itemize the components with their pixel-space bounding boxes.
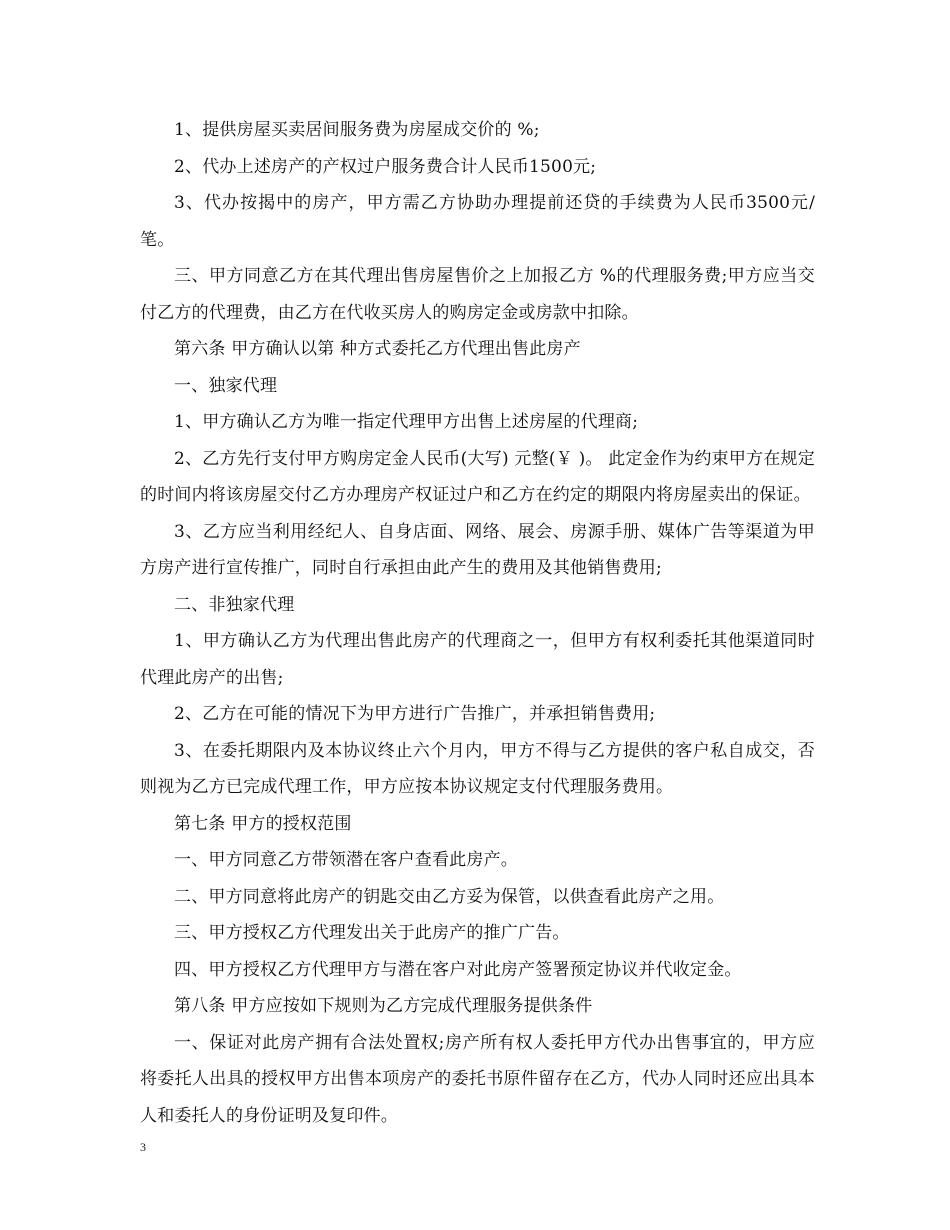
article-7-heading: 第七条 甲方的授权范围 bbox=[174, 813, 352, 834]
section-non-exclusive-agency: 二、非独家代理 bbox=[174, 594, 295, 615]
article-8-heading: 第八条 甲方应按如下规则为乙方完成代理服务提供条件 bbox=[174, 996, 593, 1016]
paragraph-12: 2、乙方在可能的情况下为甲方进行广告推广，并承担销售费用; bbox=[174, 704, 656, 724]
paragraph-1: 1、提供房屋买卖居间服务费为房屋成交价的 %; bbox=[174, 120, 540, 140]
page-number: 3 bbox=[140, 1140, 146, 1154]
paragraph-17: 三、甲方授权乙方代理发出关于此房产的推广广告。 bbox=[174, 923, 570, 943]
paragraph-20: 一、保证对此房产拥有合法处置权;房产所有权人委托甲方代办出售事宜的，甲方应将委托人出具的授权甲方出售本项房产的委托书原件留存在乙方，代办人同时还应出具本人和委托人的身份证明及复印件。 bbox=[140, 1032, 815, 1126]
paragraph-9: 3、乙方应当利用经纪人、自身店面、网络、展会、房源手册、媒体广告等渠道为甲方房产进行宣传推广，同时自行承担由此产生的费用及其他销售费用; bbox=[140, 521, 815, 578]
paragraph-15: 一、甲方同意乙方带领潜在客户查看此房产。 bbox=[174, 850, 518, 870]
paragraph-8: 2、乙方先行支付甲方购房定金人民币(大写) 元整(￥ )。 此定金作为约束甲方在规定的时间内将该房屋交付乙方办理房产权证过户和乙方在约定的期限内将房屋卖出的保证。 bbox=[140, 448, 815, 505]
section-exclusive-agency: 一、独家代理 bbox=[174, 375, 278, 396]
article-6-heading: 第六条 甲方确认以第 种方式委托乙方代理出售此房产 bbox=[174, 339, 581, 359]
paragraph-16: 二、甲方同意将此房产的钥匙交由乙方妥为保管，以供查看此房产之用。 bbox=[174, 886, 725, 907]
paragraph-7: 1、甲方确认乙方为唯一指定代理甲方出售上述房屋的代理商; bbox=[174, 412, 639, 432]
paragraph-3: 3、代办按揭中的房产，甲方需乙方协助办理提前还贷的手续费为人民币3500元/笔。 bbox=[140, 193, 815, 250]
document-body bbox=[140, 112, 815, 1134]
paragraph-11: 1、甲方确认乙方为代理出售此房产的代理商之一，但甲方有权利委托其他渠道同时代理此房产的出售; bbox=[140, 631, 815, 688]
paragraph-4: 三、甲方同意乙方在其代理出售房屋售价之上加报乙方 %的代理服务费;甲方应当交付乙方的代理费，由乙方在代收买房人的购房定金或房款中扣除。 bbox=[140, 266, 815, 323]
paragraph-2: 2、代办上述房产的产权过户服务费合计人民币1500元; bbox=[174, 156, 597, 177]
paragraph-13: 3、在委托期限内及本协议终止六个月内，甲方不得与乙方提供的客户私自成交，否则视为乙方已完成代理工作，甲方应按本协议规定支付代理服务费用。 bbox=[140, 740, 815, 797]
paragraph-18: 四、甲方授权乙方代理甲方与潜在客户对此房产签署预定协议并代收定金。 bbox=[174, 959, 742, 980]
